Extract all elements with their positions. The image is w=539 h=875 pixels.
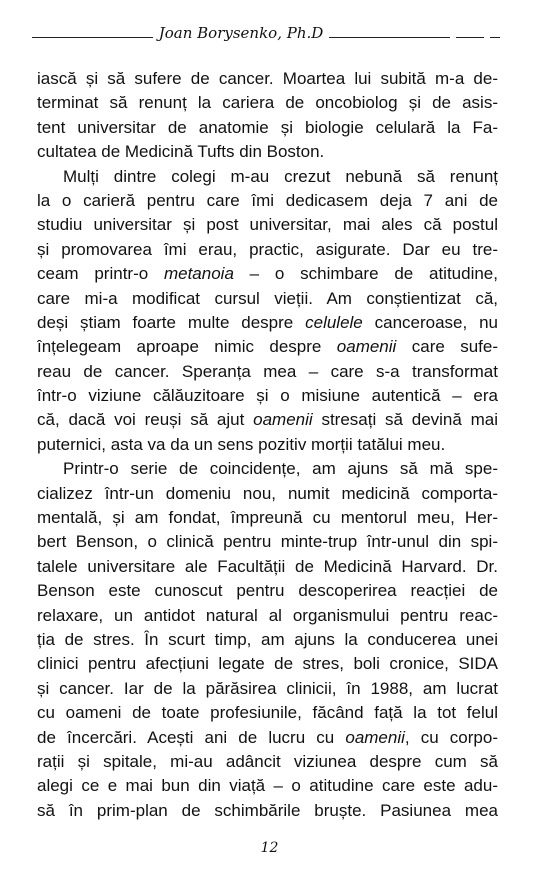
text-line: Mulți dintre colegi m-au crezut nebună să renunț xyxy=(63,166,498,186)
text-line: Benson este cunoscut pentru descoperirea reacției de xyxy=(37,581,498,601)
text-line: iască și să sufere de cancer. Moartea lui subită m-a de- xyxy=(37,69,498,88)
text-line: de încercări. Acești ani de lucru cu oamenii, cu corpo- xyxy=(37,727,498,747)
text-line: relaxare, un antidot natural al organismului pentru reac- xyxy=(37,605,498,625)
header-rule-right xyxy=(329,37,450,38)
text-line: și cancer. Iar de la părăsirea clinicii, în 1988, am lucrat xyxy=(37,678,498,698)
text-line: rații și spitale, mi-au adâncit viziunea despre cum să xyxy=(37,751,498,771)
text-line: terminat să renunț la cariera de oncobiolog și de asis- xyxy=(37,93,498,113)
text-line: să în prim-plan de schimbările bruște. Pasiunea mea xyxy=(37,800,498,820)
text-line: și promovarea îmi erau, practic, asigurate. Dar eu tre- xyxy=(37,239,498,259)
text-line: reau de cancer. Speranța mea – care s-a transformat xyxy=(37,361,498,381)
header-author: Joan Borysenko, Ph.D xyxy=(158,24,324,42)
text-line: într-o viziune călăuzitoare și o misiune autentică – era xyxy=(37,386,498,406)
header-rule-right-2 xyxy=(456,37,484,38)
text-line: că, dacă voi reuși să ajut oamenii stresați să devină mai xyxy=(37,410,498,430)
text-line: cu oameni de toate profesiunile, făcând față la tot felul xyxy=(37,703,498,723)
text-line: talele universitare ale Facultății de Medicină Harvard. Dr. xyxy=(37,556,498,576)
text-line: Printr-o serie de coincidențe, am ajuns să mă spe- xyxy=(63,459,498,479)
header-rule-left xyxy=(32,37,153,38)
text-line: mentală, și am fondat, împreună cu mentorul meu, Her- xyxy=(37,508,498,528)
text-line: deși știam foarte multe despre celulele canceroase, nu xyxy=(37,312,498,332)
text-line: care mi-a modificat cursul vieții. Am conștientizat că, xyxy=(37,288,498,308)
text-line: studiu universitar și post universitar, mai ales că postul xyxy=(37,215,498,235)
header-rule-right-3 xyxy=(490,37,500,38)
text-line: tent universitar de anatomie și biologie celulară la Fa- xyxy=(37,117,498,137)
text-line: ția de stres. În scurt timp, am ajuns la conducerea unei xyxy=(37,629,498,649)
text-line: puternici, asta va da un sens pozitiv morții tatălui meu. xyxy=(37,434,446,454)
text-line: cializez într-un domeniu nou, numit medicină comporta- xyxy=(37,483,498,503)
text-line: alegi ce e mai bun din viață – o atitudine care este adu- xyxy=(37,776,498,796)
page-number: 12 xyxy=(260,840,279,856)
body-text xyxy=(37,67,498,823)
running-header xyxy=(32,20,500,42)
text-line: clinici pentru afecțiuni legate de stres, boli cronice, SIDA xyxy=(37,654,498,674)
text-line: la o carieră pentru care îmi dedicasem deja 7 ani de xyxy=(37,190,498,210)
text-line: cultatea de Medicină Tufts din Boston. xyxy=(37,142,325,162)
text-line: bert Benson, o clinică pentru minte-trup într-unul din spi- xyxy=(37,532,498,552)
text-line: înțelegeam aproape nimic despre oamenii care sufe- xyxy=(37,337,498,357)
text-line: ceam printr-o metanoia – o schimbare de atitudine, xyxy=(37,264,498,284)
